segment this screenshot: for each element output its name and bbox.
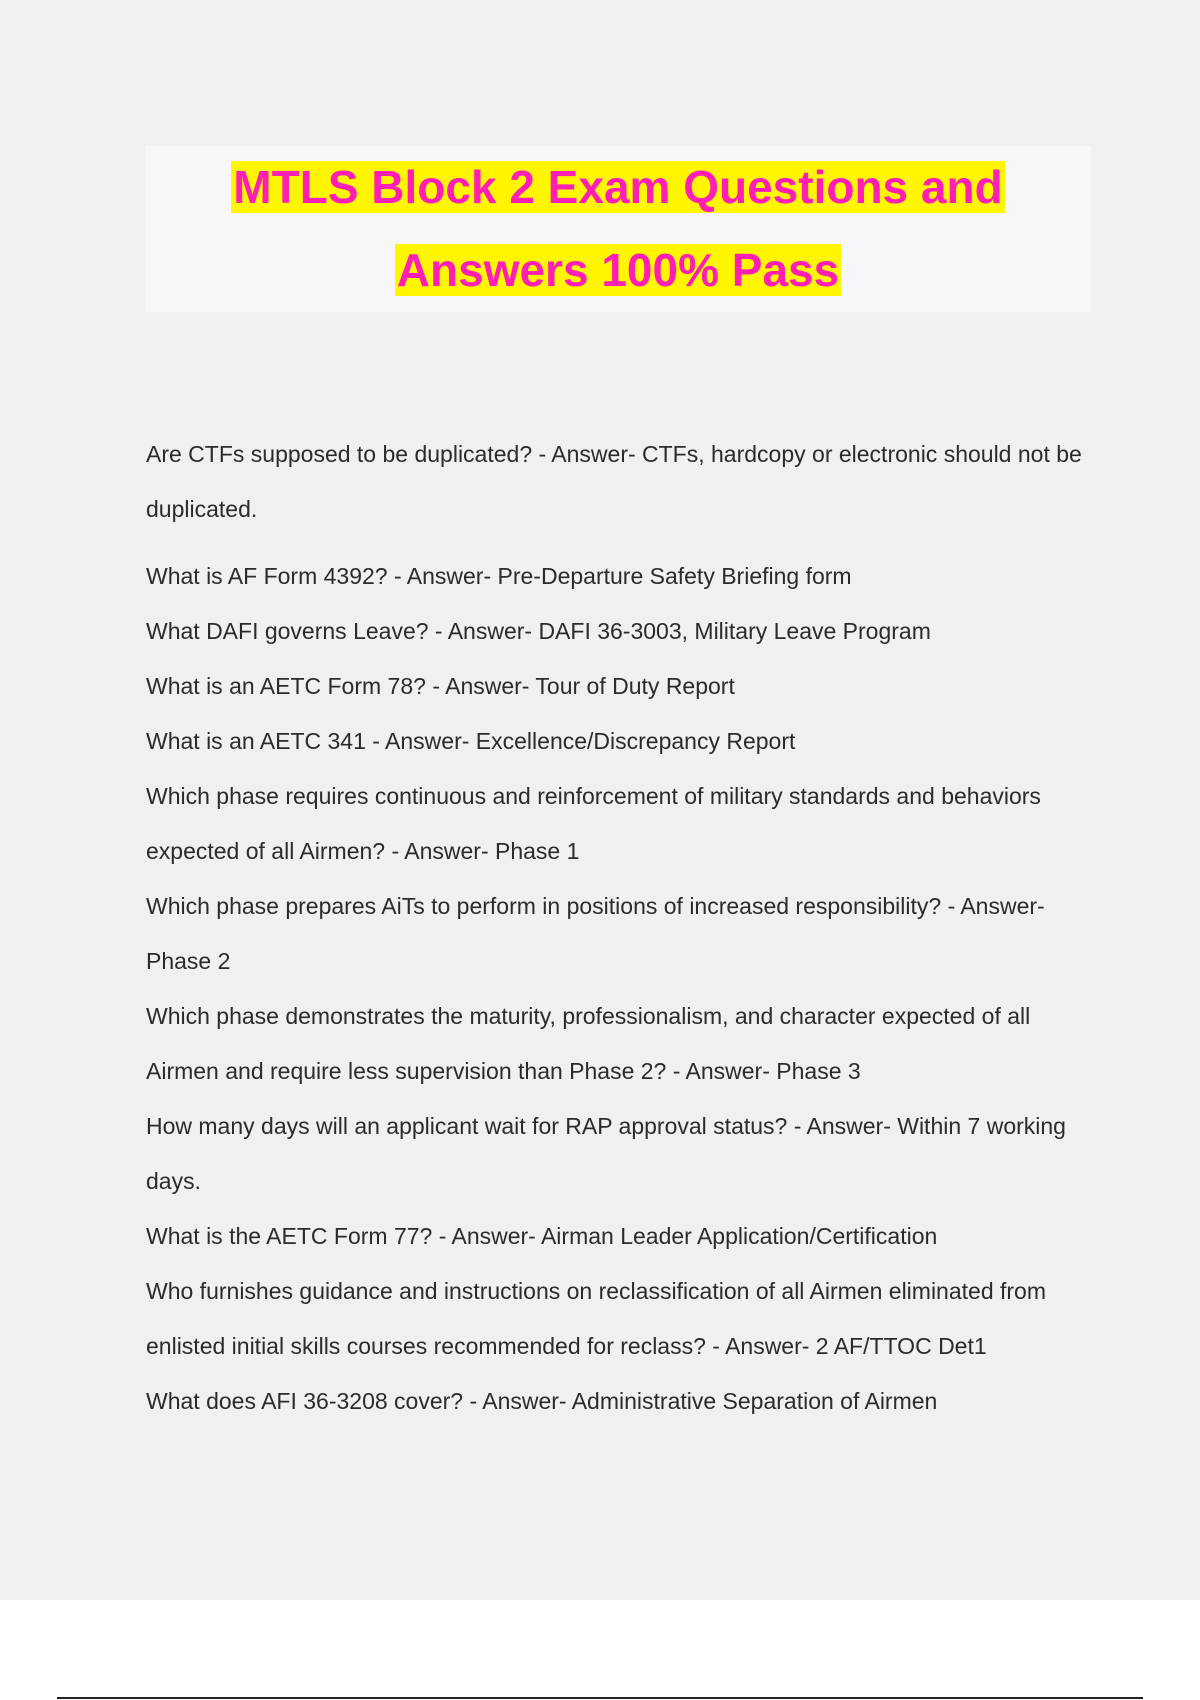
title-line-1: MTLS Block 2 Exam Questions and <box>233 161 1003 213</box>
qa-item: Who furnishes guidance and instructions on reclassification of all Airmen eliminated from enlisted initial skills courses recommended for reclass? - Answer- 2 AF/TTOC Det1 <box>146 1278 1046 1359</box>
qa-item: What is AF Form 4392? - Answer- Pre-Departure Safety Briefing form <box>146 563 852 589</box>
qa-item: What DAFI governs Leave? - Answer- DAFI 36-3003, Military Leave Program <box>146 618 931 644</box>
qa-item: Which phase requires continuous and reinforcement of military standards and behaviors expected of all Airmen? - Answer- Phase 1 <box>146 783 1041 864</box>
qa-item: What is the AETC Form 77? - Answer- Airman Leader Application/Certification <box>146 1223 938 1249</box>
qa-list <box>146 427 1096 1429</box>
qa-item: Are CTFs supposed to be duplicated? - Answer- CTFs, hardcopy or electronic should not be duplicated. <box>146 441 1082 522</box>
title-line-2: Answers 100% Pass <box>396 244 840 296</box>
qa-item: What is an AETC 341 - Answer- Excellence/Discrepancy Report <box>146 728 796 754</box>
qa-item: How many days will an applicant wait for RAP approval status? - Answer- Within 7 working days. <box>146 1113 1066 1194</box>
qa-item: Which phase demonstrates the maturity, professionalism, and character expected of all Airmen and require less supervision than Phase 2? - Answer- Phase 3 <box>146 1003 1031 1084</box>
footer-divider <box>57 1697 1143 1699</box>
title-block <box>145 146 1091 312</box>
qa-item: Which phase prepares AiTs to perform in positions of increased responsibility? - Answer- Phase 2 <box>146 893 1045 974</box>
qa-item: What does AFI 36-3208 cover? - Answer- Administrative Separation of Airmen <box>146 1388 938 1414</box>
qa-item: What is an AETC Form 78? - Answer- Tour of Duty Report <box>146 673 735 699</box>
